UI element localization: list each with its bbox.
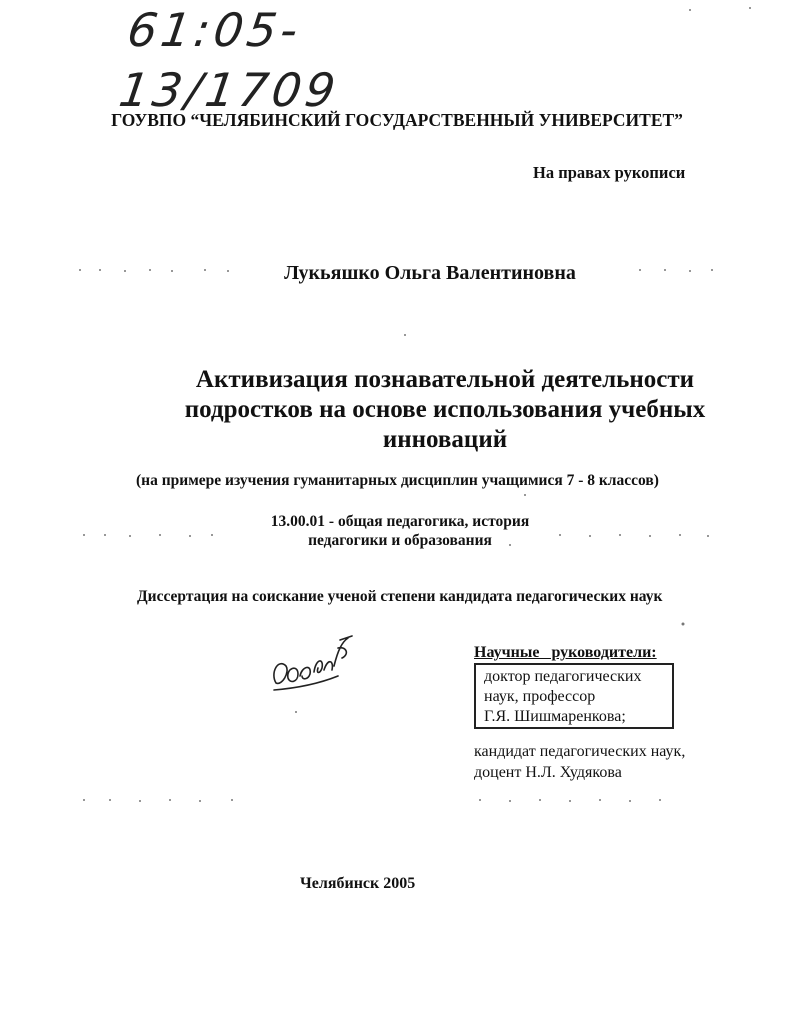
university-name: ГОУВПО “ЧЕЛЯБИНСКИЙ ГОСУДАРСТВЕННЫЙ УНИВЕРСИТЕТ” <box>111 110 683 130</box>
author-name: Лукьяшко Ольга Валентиновна <box>284 262 576 284</box>
archive-code-handwritten: 61:05-13/1709 <box>115 3 343 117</box>
title-line: подростков на основе использования учебных <box>184 396 706 423</box>
supervisor-line: наук, профессор <box>484 688 596 705</box>
supervisor-line: доктор педагогических <box>484 668 642 685</box>
city-year: Челябинск 2005 <box>300 875 416 892</box>
title-line: Активизация познавательной деятельности <box>195 366 695 393</box>
first-supervisor-box <box>474 663 674 729</box>
specialty-line: педагогики и образования <box>308 532 492 549</box>
supervisors-heading: Научные руководители: <box>474 644 657 661</box>
degree-statement: Диссертация на соискание ученой степени кандидата педагогических наук <box>137 588 663 605</box>
specialty-code <box>200 512 600 550</box>
title-line: инноваций <box>382 426 508 453</box>
supervisor-line: Г.Я. Шишмаренкова; <box>484 708 626 725</box>
handwritten-signature <box>268 628 358 708</box>
manuscript-rights-label: На правах рукописи <box>533 163 686 182</box>
dissertation-subtitle: (на примере изучения гуманитарных дисциплин учащимися 7 - 8 классов) <box>136 472 659 489</box>
second-supervisor <box>474 741 685 783</box>
specialty-line: 13.00.01 - общая педагогика, история <box>270 513 530 530</box>
dissertation-title <box>100 365 790 455</box>
supervisor-line: кандидат педагогических наук, <box>474 743 686 760</box>
supervisor-line: доцент Н.Л. Худякова <box>474 764 622 781</box>
